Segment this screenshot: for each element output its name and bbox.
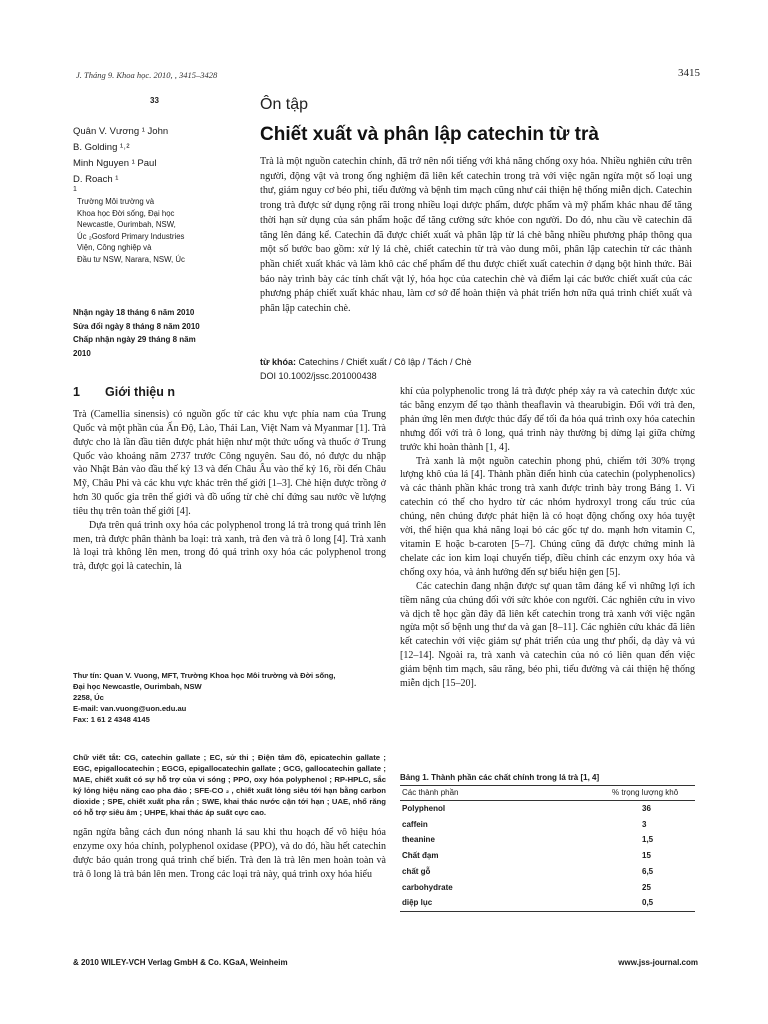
correspondence-block [73, 670, 386, 725]
author-list [73, 124, 223, 188]
table-header-cell: Các thành phần [400, 786, 610, 801]
correspondence-line: Đại học Newcastle, Ourimbah, NSW [73, 682, 202, 691]
affiliation-line: Úc ₂Gosford Primary Industries [77, 231, 185, 241]
body-paragraph: Các catechin đang nhận được sự quan tâm đáng kể vì những lợi ích tiềm năng của chúng đối với sức khỏe con người. Các nghiên cứu in vivo và dịch tễ học gần đây đã liên kết catechin trong trà xanh với việc ngăn ngừa một số bệnh ung thư da và gan [8–11]. Các nghiên cứu khác đã liên kết catechin với việc giảm sự phát triển của ung thư phổi, dạ dày và vú [12–14]. Ngoài ra, trà xanh và catechin của nó có liên quan đến việc giảm bệnh tim mạch, sâu răng, béo phì, tiểu đường và cải thiện hệ thống miễn dịch [15–20]. [400, 580, 695, 690]
table-cell-component: Chất đạm [402, 851, 439, 861]
affiliations [77, 196, 227, 265]
table-cell-component: carbohydrate [402, 882, 453, 892]
table-cell-value: 36 [642, 804, 651, 814]
table-caption: Bảng 1. Thành phần các chất chính trong lá trà [1, 4] [400, 773, 600, 782]
table-cell-component: diệp lục [400, 895, 610, 911]
correspondence-line: 2258, Úc [73, 693, 104, 702]
keywords-block [260, 355, 560, 383]
table-cell-value: 1,5 [642, 835, 654, 845]
table-cell-value: 15 [642, 851, 651, 861]
article-type-label: Ôn tập [260, 96, 309, 113]
author-line: D. Roach ¹ [73, 174, 119, 185]
keywords-text: Catechins / Chiết xuất / Cô lập / Tách / Chè [298, 357, 472, 367]
affiliation-line: Trường Môi trường và [77, 197, 155, 206]
article-dates [73, 306, 238, 360]
table-header-cell: % trọng lượng khô [610, 786, 695, 801]
body-paragraph: khí của polyphenolic trong lá trà được phép xảy ra và catechin được xúc tác bằng enzym để tạo thành theaflavin và thearubigin. Đối với trà đen, phản ứng lên men được thúc đẩy để tối đa hóa quá trình oxy hóa catechin nhưng đối với trà ô long, quá trình này thường bị dừng lại giữa chừng trước khi hoàn thành [1, 4]. [400, 386, 695, 453]
table-row [400, 848, 695, 864]
author-line: B. Golding ¹˒² [73, 142, 130, 153]
author-line: Quân V. Vương ¹ John [73, 126, 169, 137]
body-paragraph: Dựa trên quá trình oxy hóa các polyphenol trong lá trà trong quá trình lên men, trà được phân thành ba loại: trà xanh, trà đen và trà ô long [4]. Trà xanh là loại trà không lên men, trong đó quá trình oxy hóa các polyphenol trong trà, được gọi là catechin, là [73, 519, 386, 573]
author-line: Minh Nguyen ¹ Paul [73, 158, 157, 169]
journal-reference: J. Tháng 9. Khoa học. 2010, , 3415–3428 [76, 70, 218, 80]
correspondence-line: Fax: 1 61 2 4348 4145 [73, 715, 150, 724]
right-column-body [400, 385, 695, 691]
affiliation-line: Newcastle, Ourimbah, NSW, [77, 220, 176, 229]
left-column-body [73, 408, 386, 574]
affiliation-line: Viện, Công nghiệp và [77, 243, 152, 252]
page-number: 3415 [678, 67, 700, 79]
abstract: Trà là một nguồn catechin chính, đã trở nên nổi tiếng với khả năng chống oxy hóa. Nhiều nghiên cứu trên người, động vật và trong ống nghiệm đã liên kết catechin trong trà với việc ngăn ngừa một số loại ung thư, giảm nguy cơ béo phì, tiểu đường và bệnh tim mạch cũng như cải thiện hệ thống miễn dịch. Catechin trong trà được sử dụng rộng rãi trong nhiều loại dược phẩm, dược phẩm và mỹ phẩm khác nhau để tăng thời hạn sử dụng của sản phẩm hoặc để tăng cường sức khỏe con người. Do đó, nhu cầu về catechin đã tăng lên đáng kể. Catechin đã được chiết xuất và phân lập từ lá chè bằng nhiều phương pháp thông qua một số bước bao gồm: xử lý lá chè, chiết catechin từ trà vào dung môi, phân lập catechin từ các thành phần chiết xuất khác và làm khô các chế phẩm để thu được chiết xuất catechin ở dạng bột hình thức. Bài báo này trình bày các tính chất vật lý, hóa học của catechin chè và điểm lại các bước chiết xuất của các phương pháp chiết xuất khác nhau, làm cơ sở để hoàn thiện và phát triển hơn nữa quá trình chiết xuất và phân lập catechin chè. [260, 156, 692, 315]
affiliation-line: Đầu tư NSW, Narara, NSW, Úc [77, 254, 185, 264]
affiliation-marker: 1 [73, 186, 77, 193]
footer-website[interactable]: www.jss-journal.com [618, 958, 698, 967]
body-paragraph: Trà xanh là một nguồn catechin phong phú, chiếm tới 30% trọng lượng khô của lá [4]. Thành phần điển hình của catechin (polyphenolics) và các thành phần khác trong trà xanh được trình bày trong Bảng 1. Vì catechin có thể cho hydro từ các nhóm hydroxyl trong cấu trúc của chúng, nên chúng được phát hiện là có hoạt động chống oxy hóa tuyệt vời, thể hiện qua khả năng loại bỏ các gốc tự do. mạnh hơn vitamin C, vitamin E hoặc b-caroten [5–7]. Chúng cũng đã được chứng minh là chelate các ion kim loại chuyển tiếp, điều chỉnh các enzym oxy hóa và chống oxy hóa, và ảnh hưởng đến sự biểu hiện gen [5]. [400, 455, 695, 578]
section-heading [73, 385, 175, 399]
date-line: Sửa đổi ngày 8 tháng 8 năm 2010 [73, 321, 200, 331]
keywords-label: từ khóa: [260, 357, 297, 367]
table-cell-component: theanine [402, 835, 435, 845]
table-row [400, 832, 695, 848]
table-cell-component: Polyphenol [402, 804, 446, 814]
table-cell-value: 3 [642, 819, 647, 829]
abbreviations: Chữ viết tắt: CG, catechin gallate ; EC, sử thi ; Điện tâm đồ, epicatechin gallate ; EGC, epigallocatechin ; EGCG, epigallocatechin gallate ; GCG, gallocatechin gallate ; MAE, chiết xuất có sự hỗ trợ của vi sóng ; PPO, oxy hóa polyphenol ; RP-HPLC, sắc ký lỏng hiệu năng cao pha đảo ; SFE-CO ₂ , chiết xuất lỏng siêu tới hạn bằng carbon dioxide ; SPE, chiết xuất pha rắn ; SWE, khai thác nước cận tới hạn ; UAE, nhổ răng có hỗ trợ siêu âm ; UHPE, khai thác áp suất cực cao. [73, 753, 386, 817]
table-row [400, 879, 695, 895]
doi-link[interactable]: DOI 10.1002/jssc.201000438 [260, 371, 377, 381]
table-row [400, 895, 695, 911]
date-line: Chấp nhận ngày 29 tháng 8 năm [73, 335, 196, 344]
table-row [400, 816, 695, 832]
date-line: Nhận ngày 18 tháng 6 năm 2010 [73, 308, 195, 317]
table-cell-component: chất gỗ [402, 867, 431, 877]
left-column-continuation: ngăn ngừa bằng cách đun nóng nhanh lá sau khi thu hoạch để vô hiệu hóa enzyme oxy hóa chính, polyphenol oxidase (PPO), và do đó, hầu hết catechin được bảo quản trong quá trình chế biến. Trà đen là trà lên men hoàn toàn và trà ô long là trà bán lên men. Trong các loại trà này, quá trình oxy hóa hiếu [73, 827, 386, 880]
date-line: 2010 [73, 348, 91, 358]
table-row [400, 864, 695, 880]
affiliation-line: Khoa học Đời sống, Đại học [77, 208, 175, 218]
table-cell-value: 25 [642, 882, 651, 892]
body-paragraph: Trà (Camellia sinensis) có nguồn gốc từ các khu vực phía nam của Trung Quốc và một phần của Ấn Độ, Lào, Thái Lan, Việt Nam và Myanmar [1]. Trà được cho là lần đầu tiên được phát hiện như một thức uống và thuốc ở Trung Quốc vào khoảng năm 2737 trước Công nguyên. Sau đó, nó được du nhập vào Nhật Bản vào đầu thế kỷ 13 và đến Châu Âu vào thế kỷ 16, rồi đến Châu Mỹ, Châu Phi và các khu vực khác trên thế giới [1–3]. Chè hiện được trồng ở hơn 30 quốc gia trên thế giới và đồ uống từ chè chỉ đứng sau nước về lượng tiêu thụ trên toàn thế giới [4]. [73, 409, 386, 517]
section-number: 1 [73, 385, 80, 399]
table-row [400, 801, 695, 817]
section-title: Giới thiệu n [105, 385, 175, 399]
footer-copyright: & 2010 WILEY-VCH Verlag GmbH & Co. KGaA, Weinheim [73, 958, 288, 967]
table-cell-value: 6,5 [642, 867, 654, 877]
table-cell-value: 0,5 [610, 895, 695, 911]
table-cell-component: caffein [402, 819, 428, 829]
table-header-row [400, 786, 695, 801]
article-title: Chiết xuất và phân lập catechin từ trà [260, 124, 599, 145]
composition-table [400, 785, 695, 912]
sidebar-marker: 33 [150, 96, 159, 105]
correspondence-email[interactable]: E-mail: van.vuong@uon.edu.au [73, 704, 187, 713]
correspondence-line: Thư tín: Quan V. Vuong, MFT, Trường Khoa học Môi trường và Đời sống, [73, 671, 336, 680]
